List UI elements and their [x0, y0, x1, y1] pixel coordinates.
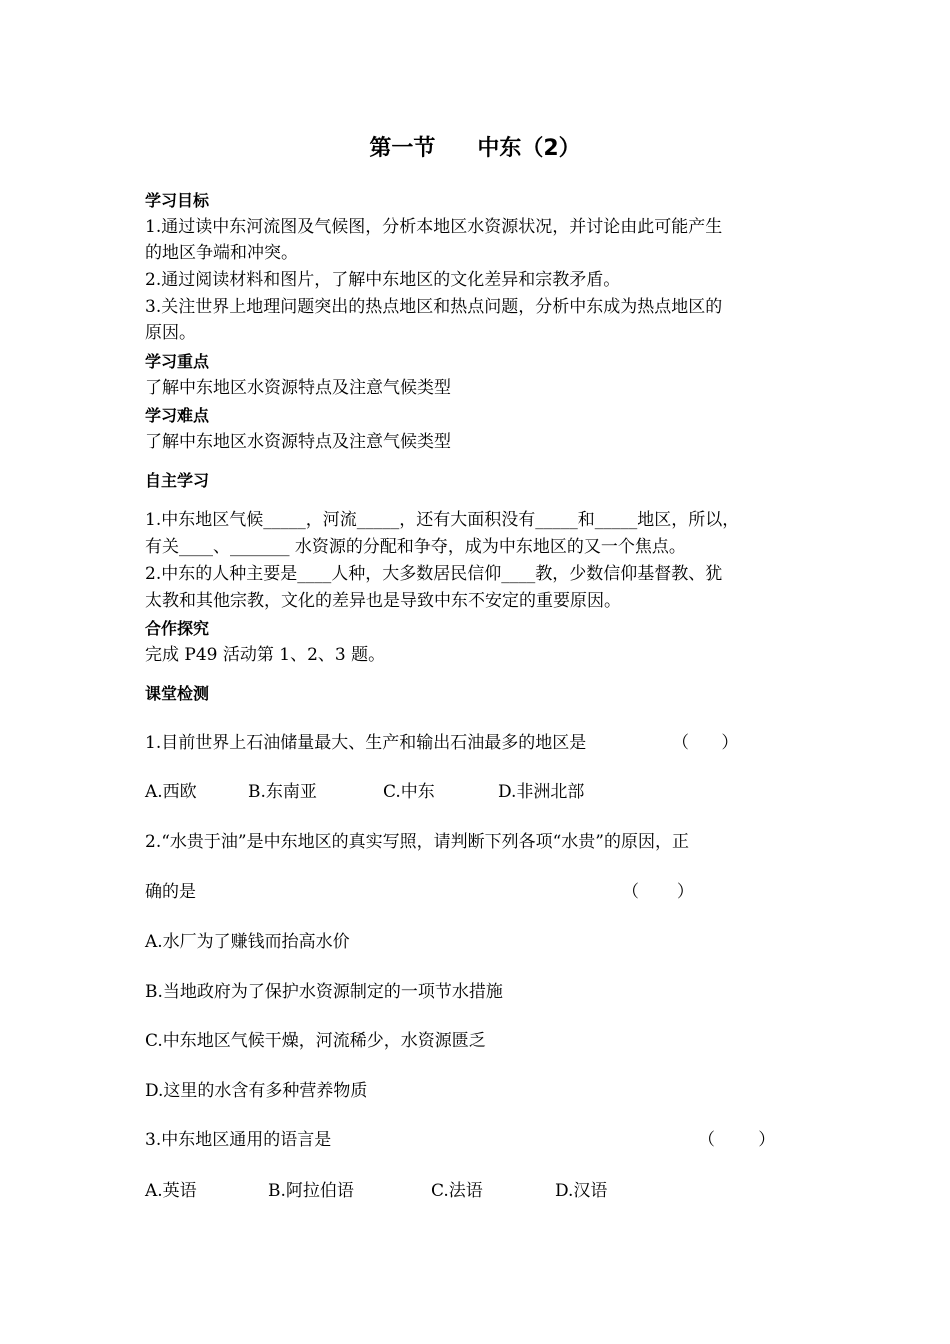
test-q3-option: A.英语 — [145, 1181, 197, 1201]
test-q2-stem-line1: 2.“水贵于油”是中东地区的真实写照，请判断下列各项“水贵”的原因，正 — [145, 832, 689, 852]
classroom-test-heading: 课堂检测 — [145, 684, 210, 703]
objective-1-line2: 的地区争端和冲突。 — [145, 243, 298, 263]
test-q1-option: A.西欧 — [145, 782, 197, 802]
title-section: 第一节 — [369, 136, 436, 161]
page-title — [0, 131, 950, 162]
objective-3-line2: 原因。 — [145, 323, 196, 343]
test-q3-stem: 3.中东地区通用的语言是 — [145, 1130, 332, 1150]
self-study-q2-line2: 太教和其他宗教，文化的差异也是导致中东不安定的重要原因。 — [145, 591, 621, 611]
self-study-heading: 自主学习 — [145, 471, 210, 490]
key-points-text: 了解中东地区水资源特点及注意气候类型 — [145, 378, 451, 398]
difficulties-heading: 学习难点 — [145, 406, 210, 425]
test-q3-option: C.法语 — [431, 1181, 483, 1201]
test-q2-stem-line2: 确的是 — [145, 882, 196, 902]
objective-1-line1: 1.通过读中东河流图及气候图，分析本地区水资源状况，并讨论由此可能产生 — [145, 217, 723, 237]
test-q2-option: D.这里的水含有多种营养物质 — [145, 1081, 368, 1101]
objectives-heading: 学习目标 — [145, 191, 210, 210]
test-q2-option: C.中东地区气候干燥，河流稀少，水资源匮乏 — [145, 1031, 486, 1051]
difficulties-text: 了解中东地区水资源特点及注意气候类型 — [145, 432, 451, 452]
test-q1-answer-paren: （ ） — [672, 733, 739, 753]
test-q1-option: B.东南亚 — [248, 782, 317, 802]
test-q3-answer-paren: （ ） — [698, 1130, 776, 1150]
test-q2-option: B.当地政府为了保护水资源制定的一项节水措施 — [145, 982, 503, 1002]
test-q2-answer-paren: （ ） — [622, 882, 694, 902]
test-q3-option: D.汉语 — [555, 1181, 608, 1201]
test-q1-stem: 1.目前世界上石油储量最大、生产和输出石油最多的地区是 — [145, 733, 587, 753]
test-q2-option: A.水厂为了赚钱而抬高水价 — [145, 932, 350, 952]
objective-3-line1: 3.关注世界上地理问题突出的热点地区和热点问题，分析中东成为热点地区的 — [145, 297, 723, 317]
objective-2: 2.通过阅读材料和图片，了解中东地区的文化差异和宗教矛盾。 — [145, 270, 621, 290]
cooperation-text: 完成 P49 活动第 1、2、3 题。 — [145, 645, 386, 665]
test-q1-option: C.中东 — [383, 782, 435, 802]
self-study-q1-line2: 有关____、_______ 水资源的分配和争夺，成为中东地区的又一个焦点。 — [145, 537, 686, 557]
cooperation-heading: 合作探究 — [145, 619, 210, 638]
title-topic: 中东（2） — [477, 136, 581, 161]
test-q1-option: D.非洲北部 — [498, 782, 585, 802]
key-points-heading: 学习重点 — [145, 352, 210, 371]
self-study-q2-line1: 2.中东的人种主要是____人种，大多数居民信仰____教，少数信仰基督教、犹 — [145, 564, 723, 584]
test-q3-option: B.阿拉伯语 — [268, 1181, 354, 1201]
self-study-q1-line1: 1.中东地区气候_____，河流_____，还有大面积没有_____和_____地区，所以， — [145, 510, 740, 530]
